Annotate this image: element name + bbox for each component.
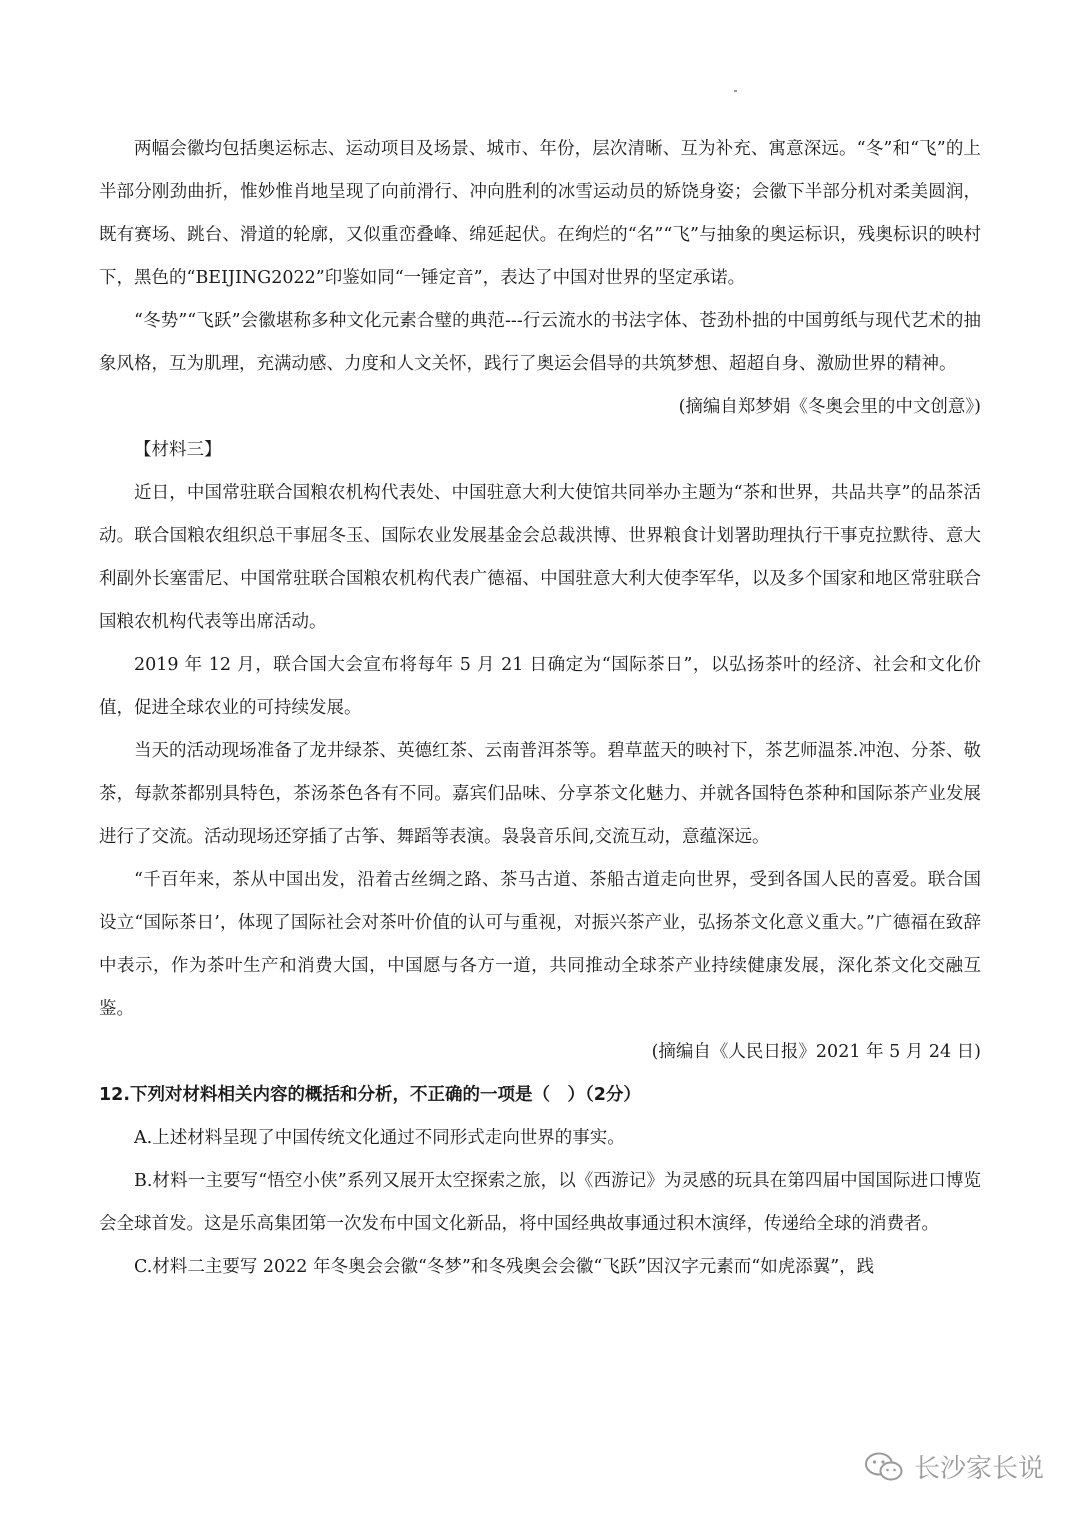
document-page: [99, 128, 981, 1289]
paragraph: 近日，中国常驻联合国粮农机构代表处、中国驻意大利大使馆共同举办主题为“茶和世界，共品共享”的品茶活动。联合国粮农组织总干事屈冬玉、国际农业发展基金会总裁洪博、世界粮食计划署助理执行干事克拉默待、意大利副外长塞雷尼、中国常驻联合国粮农机构代表广德福、中国驻意大利大使李军华，以及多个国家和地区常驻联合国粮农机构代表等出席活动。: [99, 483, 981, 632]
source-citation: (摘编自郑梦娟《冬奥会里的中文创意》): [678, 397, 981, 417]
paragraph: “冬势”“飞跃”会徽堪称多种文化元素合璧的典范---行云流水的书法字体、苍劲朴拙的中国剪纸与现代艺术的抽象风格，互为肌理，充满动感、力度和人文关怀，践行了奥运会倡导的共筑梦想、超超自身、激励世界的精神。: [99, 311, 981, 374]
watermark-text: 长沙家长说: [913, 1454, 1044, 1484]
paragraph: 当天的活动现场准备了龙井绿茶、英德红茶、云南普洱茶等。碧草蓝天的映衬下，茶艺师温茶.冲泡、分茶、敬茶，每款茶都别具特色，茶汤茶色各有不同。嘉宾们品味、分享茶文化魅力、并就各国特色茶种和国际茶产业发展进行了交流。活动现场还穿插了古筝、舞蹈等表演。袅袅音乐间,交流互动，意蕴深远。: [99, 741, 981, 847]
paragraph: 2019 年 12 月，联合国大会宣布将每年 5 月 21 日确定为“国际茶日”，以弘扬茶叶的经济、社会和文化价值，促进全球农业的可持续发展。: [99, 655, 981, 718]
question-stem: 12.下列对材料相关内容的概括和分析，不正确的一项是（ ）（2分）: [99, 1085, 641, 1105]
paragraph: “千百年来，茶从中国出发，沿着古丝绸之路、茶马古道、茶船古道走向世界，受到各国人民的喜爱。联合国设立“国际茶日’，体现了国际社会对茶叶价值的认可与重视，对振兴茶产业，弘扬茶文化意义重大。”广德福在致辞中表示，作为茶叶生产和消费大国，中国愿与各方一道，共同推动全球茶产业持续健康发展，深化茶文化交融互鉴。: [99, 870, 981, 1019]
option-a: A.上述材料呈现了中国传统文化通过不同形式走向世界的事实。: [134, 1128, 625, 1148]
watermark: [864, 1448, 1044, 1485]
paragraph: 两幅会徽均包括奥运标志、运动项目及场景、城市、年份，层次清晰、互为补充、寓意深远。“冬”和“飞”的上半部分刚劲曲折，惟妙惟肖地呈现了向前滑行、冲向胜利的冰雪运动员的矫饶身姿；会徽下半部分机对柔美圆润，既有赛场、跳台、滑道的轮廓，又似重峦叠峰、绵延起伏。在绚烂的“名”“飞”与抽象的奥运标识，残奥标识的映村下，黑色的“BEIJING2022”印鉴如同“一锤定音”，表达了中国对世界的坚定承诺。: [99, 139, 981, 288]
source-citation: (摘编自《人民日报》2021 年 5 月 24 日): [651, 1042, 981, 1062]
scan-speck: [734, 90, 737, 92]
option-c: C.材料二主要写 2022 年冬奥会会徽“冬梦”和冬残奥会会徽“飞跃”因汉字元素而“如虎添翼”，践: [134, 1257, 875, 1277]
option-b: B.材料一主要写“悟空小侠”系列又展开太空探索之旅，以《西游记》为灵感的玩具在第四届中国国际进口博览会全球首发。这是乐高集团第一次发布中国文化新品，将中国经典故事通过积木演绎，传递给全球的消费者。: [99, 1171, 981, 1234]
wechat-icon: [864, 1451, 904, 1483]
section-heading: 【材料三】: [134, 440, 222, 460]
